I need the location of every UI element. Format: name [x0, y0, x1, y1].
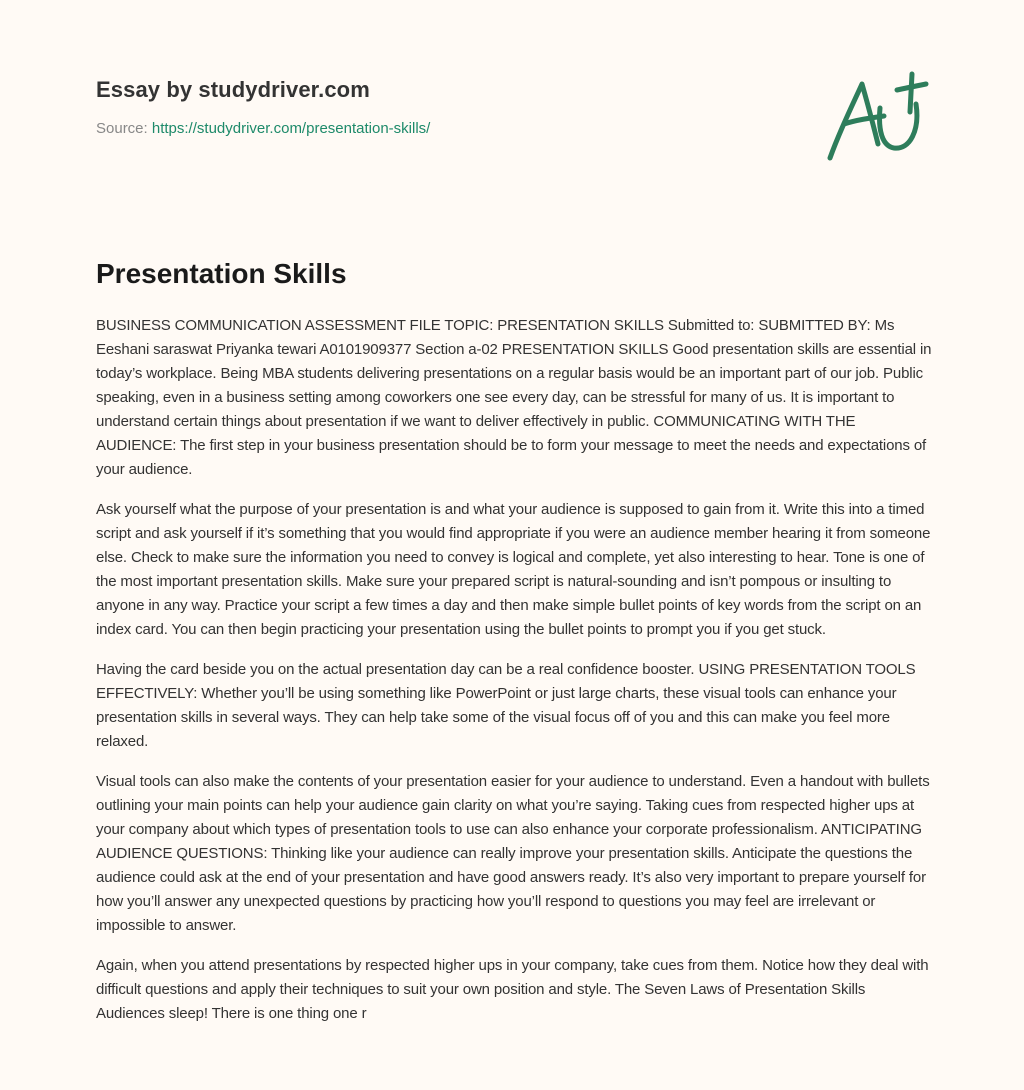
- essay-paragraph: Ask yourself what the purpose of your presentation is and what your audience is supposed to gain from it. Write this into a timed script and ask yourself if it’s something that you would find appropriate if you were an audience member hearing it from someone else. Check to make sure the information you need to convey is logical and complete, yet also interesting to hear. Tone is one of the most important presentation skills. Make sure your prepared script is natural-sounding and isn’t pompous or insulting to anyone in any way. Practice your script a few times a day and then make simple bullet points of key words from the script on an index card. You can then begin practicing your presentation using the bullet points to prompt you if you get stuck.: [96, 501, 931, 638]
- essay-paragraph: Visual tools can also make the contents of your presentation easier for your audience to understand. Even a handout with bullets outlining your main points can help your audience gain clarity on what you’re saying. Taking cues from respected higher ups at your company about which types of presentation tools to use can also enhance your corporate professionalism. ANTICIPATING AUDIENCE QUESTIONS: Thinking like your audience can really improve your presentation skills. Anticipate the questions the audience could ask at the end of your presentation and have good answers ready. It’s also very important to prepare yourself for how you’ll answer any unexpected questions by practicing how you’ll respond to questions you may feel are irrelevant or impossible to answer.: [96, 773, 930, 934]
- a-plus-grade-icon: [822, 68, 932, 164]
- page-title: Presentation Skills: [96, 258, 347, 289]
- source-label: Source:: [96, 120, 152, 137]
- site-title: Essay by studydriver.com: [96, 77, 370, 102]
- essay-paragraph: Having the card beside you on the actual presentation day can be a real confidence booster. USING PRESENTATION TOOLS EFFECTIVELY: Whether you’ll be using something like PowerPoint or just large charts, these visual tools can enhance your presentation skills in several ways. They can help take some of the visual focus off of you and this can make you feel more relaxed.: [96, 661, 916, 750]
- essay-paragraph: Again, when you attend presentations by respected higher ups in your company, take cues from them. Notice how they deal with difficult questions and apply their techniques to suit your own position and style. The Seven Laws of Presentation Skills Audiences sleep! There is one thing one r: [96, 957, 929, 1022]
- essay-paragraph: BUSINESS COMMUNICATION ASSESSMENT FILE TOPIC: PRESENTATION SKILLS Submitted to: SUBMITTED BY: Ms Eeshani saraswat Priyanka tewari A0101909377 Section a-02 PRESENTATION SKILLS Good presentation skills are essential in today’s workplace. Being MBA students delivering presentations on a regular basis would be an important part of our job. Public speaking, even in a business setting among coworkers one see every day, can be stressful for many of us. It is important to understand certain things about presentation if we want to deliver effectively in public. COMMUNICATING WITH THE AUDIENCE: The first step in your business presentation should be to form your message to meet the needs and expectations of your audience.: [96, 317, 932, 478]
- essay-body: [96, 314, 932, 1042]
- essay-header: [96, 74, 936, 140]
- source-link[interactable]: https://studydriver.com/presentation-skills/: [151, 120, 431, 137]
- source-line: [96, 118, 936, 140]
